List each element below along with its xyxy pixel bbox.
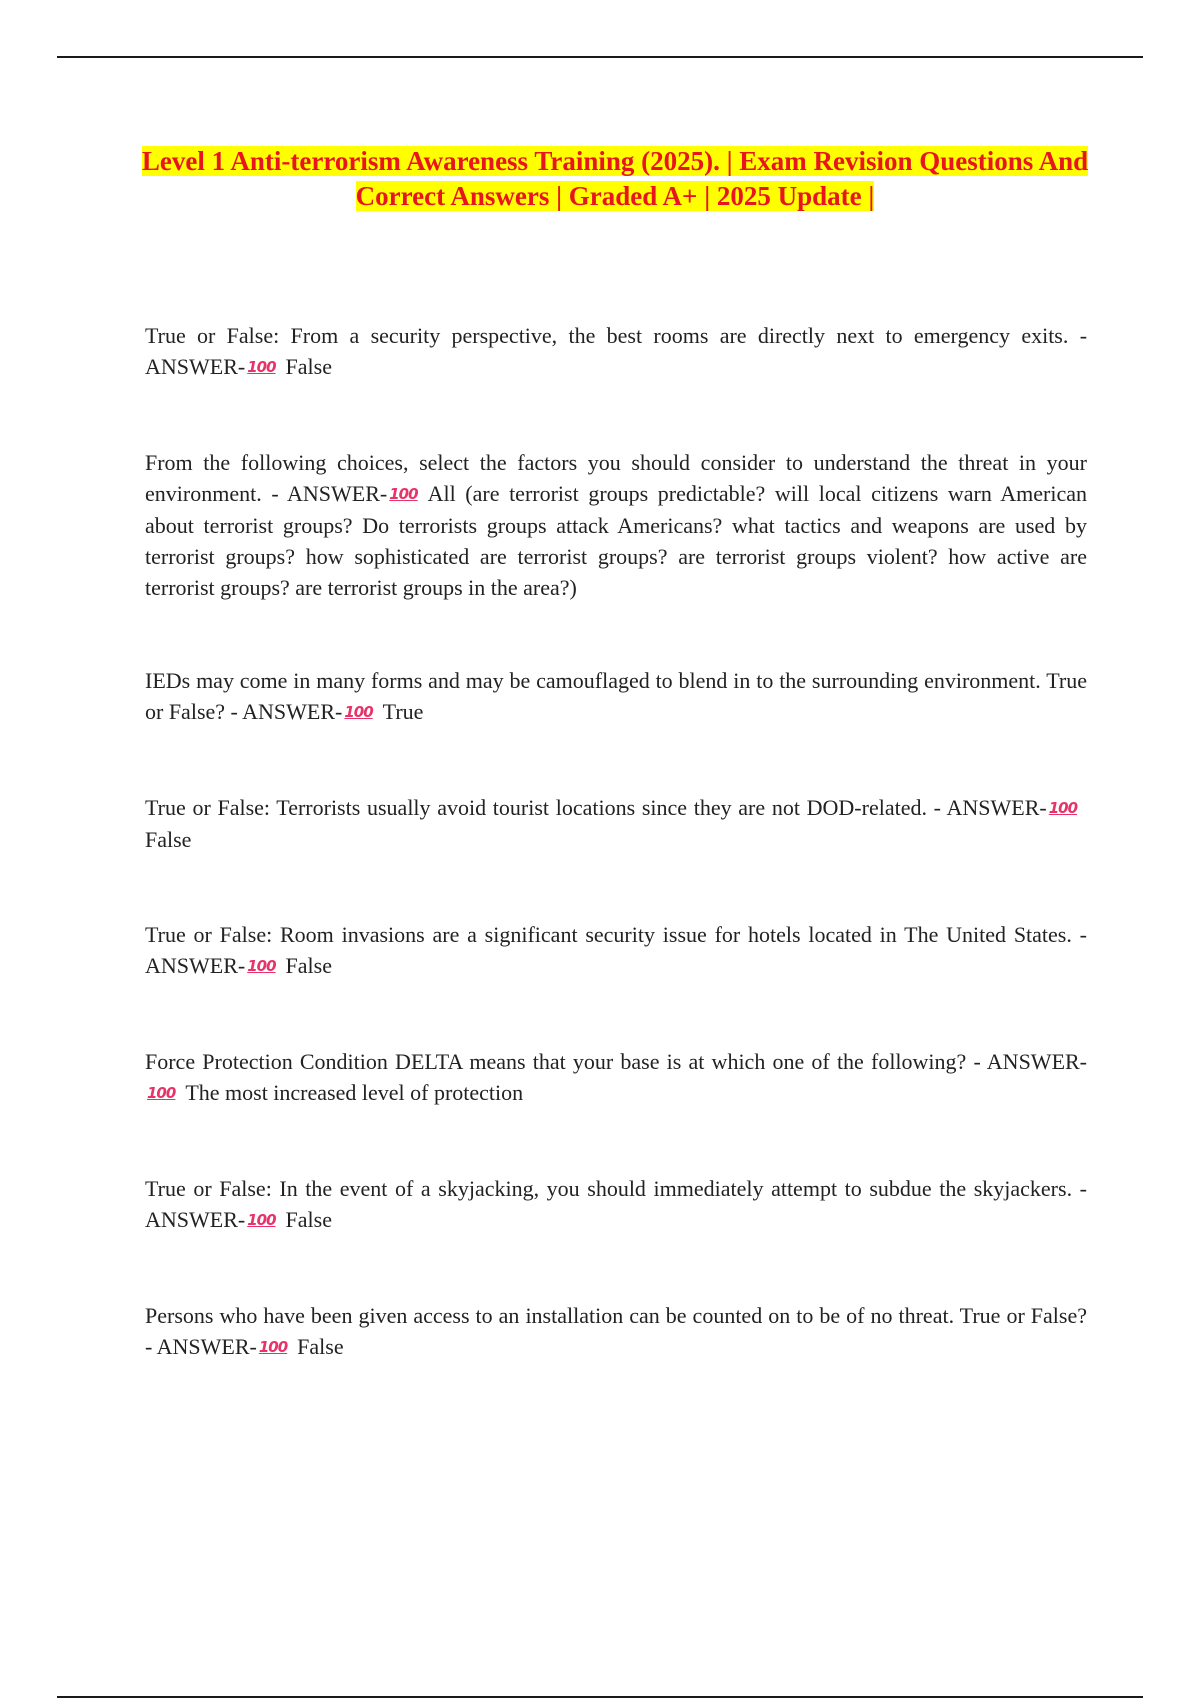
hundred-points-icon: 100 — [147, 1084, 176, 1102]
hundred-points-icon: 100 — [344, 703, 373, 721]
question-text: True or False: Terrorists usually avoid tourist locations since they are not DOD-related. — [145, 795, 927, 820]
answer-prefix: - ANSWER- — [230, 699, 343, 724]
qa-item — [145, 1173, 1087, 1236]
hundred-points-icon: 100 — [247, 358, 276, 376]
question-text: Persons who have been given access to an installation can be counted on to be of no threat. True or False? — [145, 1303, 1087, 1328]
answer-text: False — [285, 354, 332, 379]
hundred-points-icon: 100 — [247, 957, 276, 975]
answer-prefix: - ANSWER- — [145, 922, 1087, 978]
bottom-rule — [57, 1696, 1143, 1698]
question-text: IEDs may come in many forms and may be camouflaged to blend in to the surrounding environment. True or False? — [145, 668, 1087, 724]
qa-item — [145, 320, 1087, 383]
document-title-text: Level 1 Anti-terrorism Awareness Training (2025). | Exam Revision Questions And Correct Answers | Graded A+ | 2025 Update | — [141, 146, 1089, 211]
answer-prefix: - ANSWER- — [271, 481, 388, 506]
answer-text: False — [145, 827, 192, 852]
answer-text: False — [297, 1334, 344, 1359]
hundred-points-icon: 100 — [389, 485, 418, 503]
answer-text: False — [285, 953, 332, 978]
answer-text: True — [382, 699, 424, 724]
answer-text: False — [285, 1207, 332, 1232]
qa-item — [145, 447, 1087, 603]
hundred-points-icon: 100 — [1048, 799, 1078, 817]
document-title — [140, 144, 1090, 214]
answer-prefix: - ANSWER- — [973, 1049, 1088, 1074]
hundred-points-icon: 100 — [247, 1211, 276, 1229]
answer-text: All (are terrorist groups predictable? will local citizens warn American about terrorist groups? Do terrorists groups attack Americans? what tactics and weapons are used by terrorist groups? how sophisticated are terrorist groups? are terrorist groups violent? how active are terrorist groups? are terrorist groups in the area?) — [145, 481, 1087, 600]
qa-item — [145, 1300, 1087, 1363]
top-rule — [57, 56, 1143, 58]
question-text: True or False: Room invasions are a significant security issue for hotels located in The United States. — [145, 922, 1072, 947]
qa-item — [145, 665, 1087, 728]
answer-prefix: - ANSWER- — [145, 323, 1088, 379]
answer-text: The most increased level of protection — [185, 1080, 524, 1105]
answer-prefix: - ANSWER- — [145, 1334, 257, 1359]
qa-item — [145, 792, 1087, 855]
question-text: True or False: From a security perspective, the best rooms are directly next to emergency exits. — [145, 323, 1069, 348]
question-text: True or False: In the event of a skyjacking, you should immediately attempt to subdue the skyjackers. — [145, 1176, 1073, 1201]
qa-item — [145, 1046, 1087, 1109]
qa-item — [145, 919, 1087, 982]
answer-prefix: - ANSWER- — [933, 795, 1047, 820]
question-text: From the following choices, select the factors you should consider to understand the threat in your environment. — [145, 450, 1087, 506]
question-text: Force Protection Condition DELTA means that your base is at which one of the following? — [145, 1049, 967, 1074]
hundred-points-icon: 100 — [258, 1338, 288, 1356]
answer-prefix: - ANSWER- — [145, 1176, 1087, 1232]
